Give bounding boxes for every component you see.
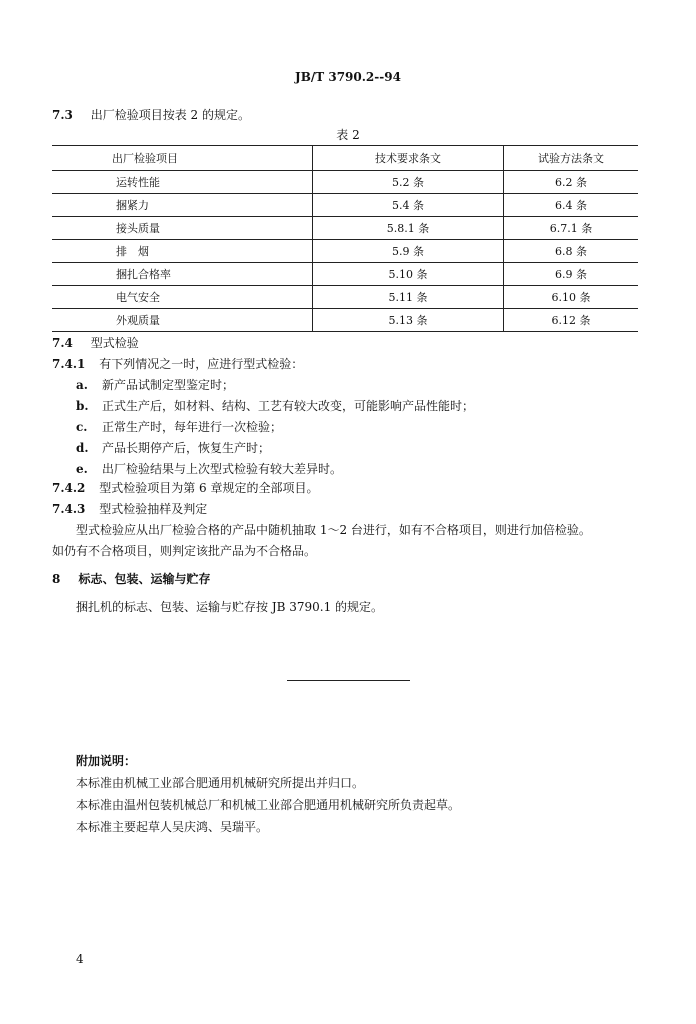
section-7-4 [52, 334, 139, 351]
item-text: 正常生产时，每年进行一次检验； [102, 420, 283, 434]
section-7-4-2 [52, 479, 319, 496]
table-cell: 5.9 条 [313, 240, 504, 263]
section-8 [52, 570, 211, 587]
table-header-row [52, 146, 638, 171]
list-item [76, 376, 234, 393]
section-text: 出厂检验项目按表 2 的规定。 [90, 108, 250, 122]
item-label: c. [76, 420, 88, 434]
table-title: 表 2 [336, 128, 360, 142]
list-item [76, 418, 282, 435]
item-label: d. [76, 441, 89, 455]
item-label: b. [76, 399, 89, 413]
table-row [52, 194, 638, 217]
table-row [52, 240, 638, 263]
section-7-4-1 [52, 355, 303, 372]
appendix-line: 本标准主要起草人吴庆鸿、吴瑞平。 [76, 820, 269, 834]
table-cell: 6.12 条 [504, 309, 639, 332]
inspection-table [52, 145, 638, 332]
list-item [76, 397, 474, 414]
table-cell: 5.8.1 条 [313, 217, 504, 240]
appendix-line: 本标准由温州包装机械总厂和机械工业部合肥通用机械研究所负责起草。 [76, 798, 461, 812]
table-cell: 6.4 条 [504, 194, 639, 217]
item-text: 正式生产后，如材料、结构、工艺有较大改变，可能影响产品性能时； [102, 399, 475, 413]
table-row [52, 309, 638, 332]
appendix-line: 本标准由机械工业部合肥通用机械研究所提出并归口。 [76, 776, 365, 790]
section-7-3 [52, 106, 250, 123]
paragraph-line: 如仍有不合格项目，则判定该批产品为不合格品。 [52, 544, 317, 558]
page-number: 4 [76, 952, 84, 966]
section-heading: 标志、包装、运输与贮存 [78, 572, 211, 586]
section-number: 8 [52, 572, 61, 586]
item-label: a. [76, 378, 88, 392]
section-heading: 型式检验抽样及判定 [99, 502, 208, 516]
column-header: 技术要求条文 [313, 146, 504, 171]
paragraph-line: 型式检验应从出厂检验合格的产品中随机抽取 1～2 台进行，如有不合格项目，则进行加倍检验。 [76, 523, 591, 537]
table-cell: 6.8 条 [504, 240, 639, 263]
table-cell: 接头质量 [52, 217, 313, 240]
table-cell: 运转性能 [52, 171, 313, 194]
section-text: 型式检验项目为第 6 章规定的全部项目。 [99, 481, 319, 495]
list-item [76, 460, 342, 477]
table-cell: 5.13 条 [313, 309, 504, 332]
item-text: 出厂检验结果与上次型式检验有较大差异时。 [102, 462, 343, 476]
table-cell: 5.10 条 [313, 263, 504, 286]
section-text: 有下列情况之一时，应进行型式检验： [99, 357, 304, 371]
section-number: 7.4.2 [52, 481, 86, 495]
item-text: 新产品试制定型鉴定时； [102, 378, 235, 392]
table-cell: 捆紧力 [52, 194, 313, 217]
table-cell: 捆扎合格率 [52, 263, 313, 286]
end-rule [287, 680, 410, 681]
column-header: 试验方法条文 [504, 146, 639, 171]
column-header: 出厂检验项目 [52, 146, 313, 171]
table-cell: 5.11 条 [313, 286, 504, 309]
document-header: JB/T 3790.2--94 [295, 70, 401, 84]
item-label: e. [76, 462, 88, 476]
table-cell: 6.2 条 [504, 171, 639, 194]
section-number: 7.4 [52, 336, 73, 350]
table-cell: 6.7.1 条 [504, 217, 639, 240]
table-row [52, 217, 638, 240]
table-cell: 外观质量 [52, 309, 313, 332]
paragraph-line: 捆扎机的标志、包装、运输与贮存按 JB 3790.1 的规定。 [76, 600, 384, 614]
list-item [76, 439, 270, 456]
section-number: 7.3 [52, 108, 73, 122]
item-text: 产品长期停产后，恢复生产时； [102, 441, 271, 455]
appendix-title: 附加说明： [76, 754, 137, 768]
section-number: 7.4.1 [52, 357, 86, 371]
table-cell: 5.4 条 [313, 194, 504, 217]
section-number: 7.4.3 [52, 502, 86, 516]
table-cell: 电气安全 [52, 286, 313, 309]
table-cell: 6.10 条 [504, 286, 639, 309]
section-7-4-3 [52, 500, 207, 517]
table-row [52, 171, 638, 194]
table-row [52, 263, 638, 286]
table-cell: 排 烟 [52, 240, 313, 263]
section-heading: 型式检验 [90, 336, 139, 350]
table-cell: 6.9 条 [504, 263, 639, 286]
table-cell: 5.2 条 [313, 171, 504, 194]
table-row [52, 286, 638, 309]
